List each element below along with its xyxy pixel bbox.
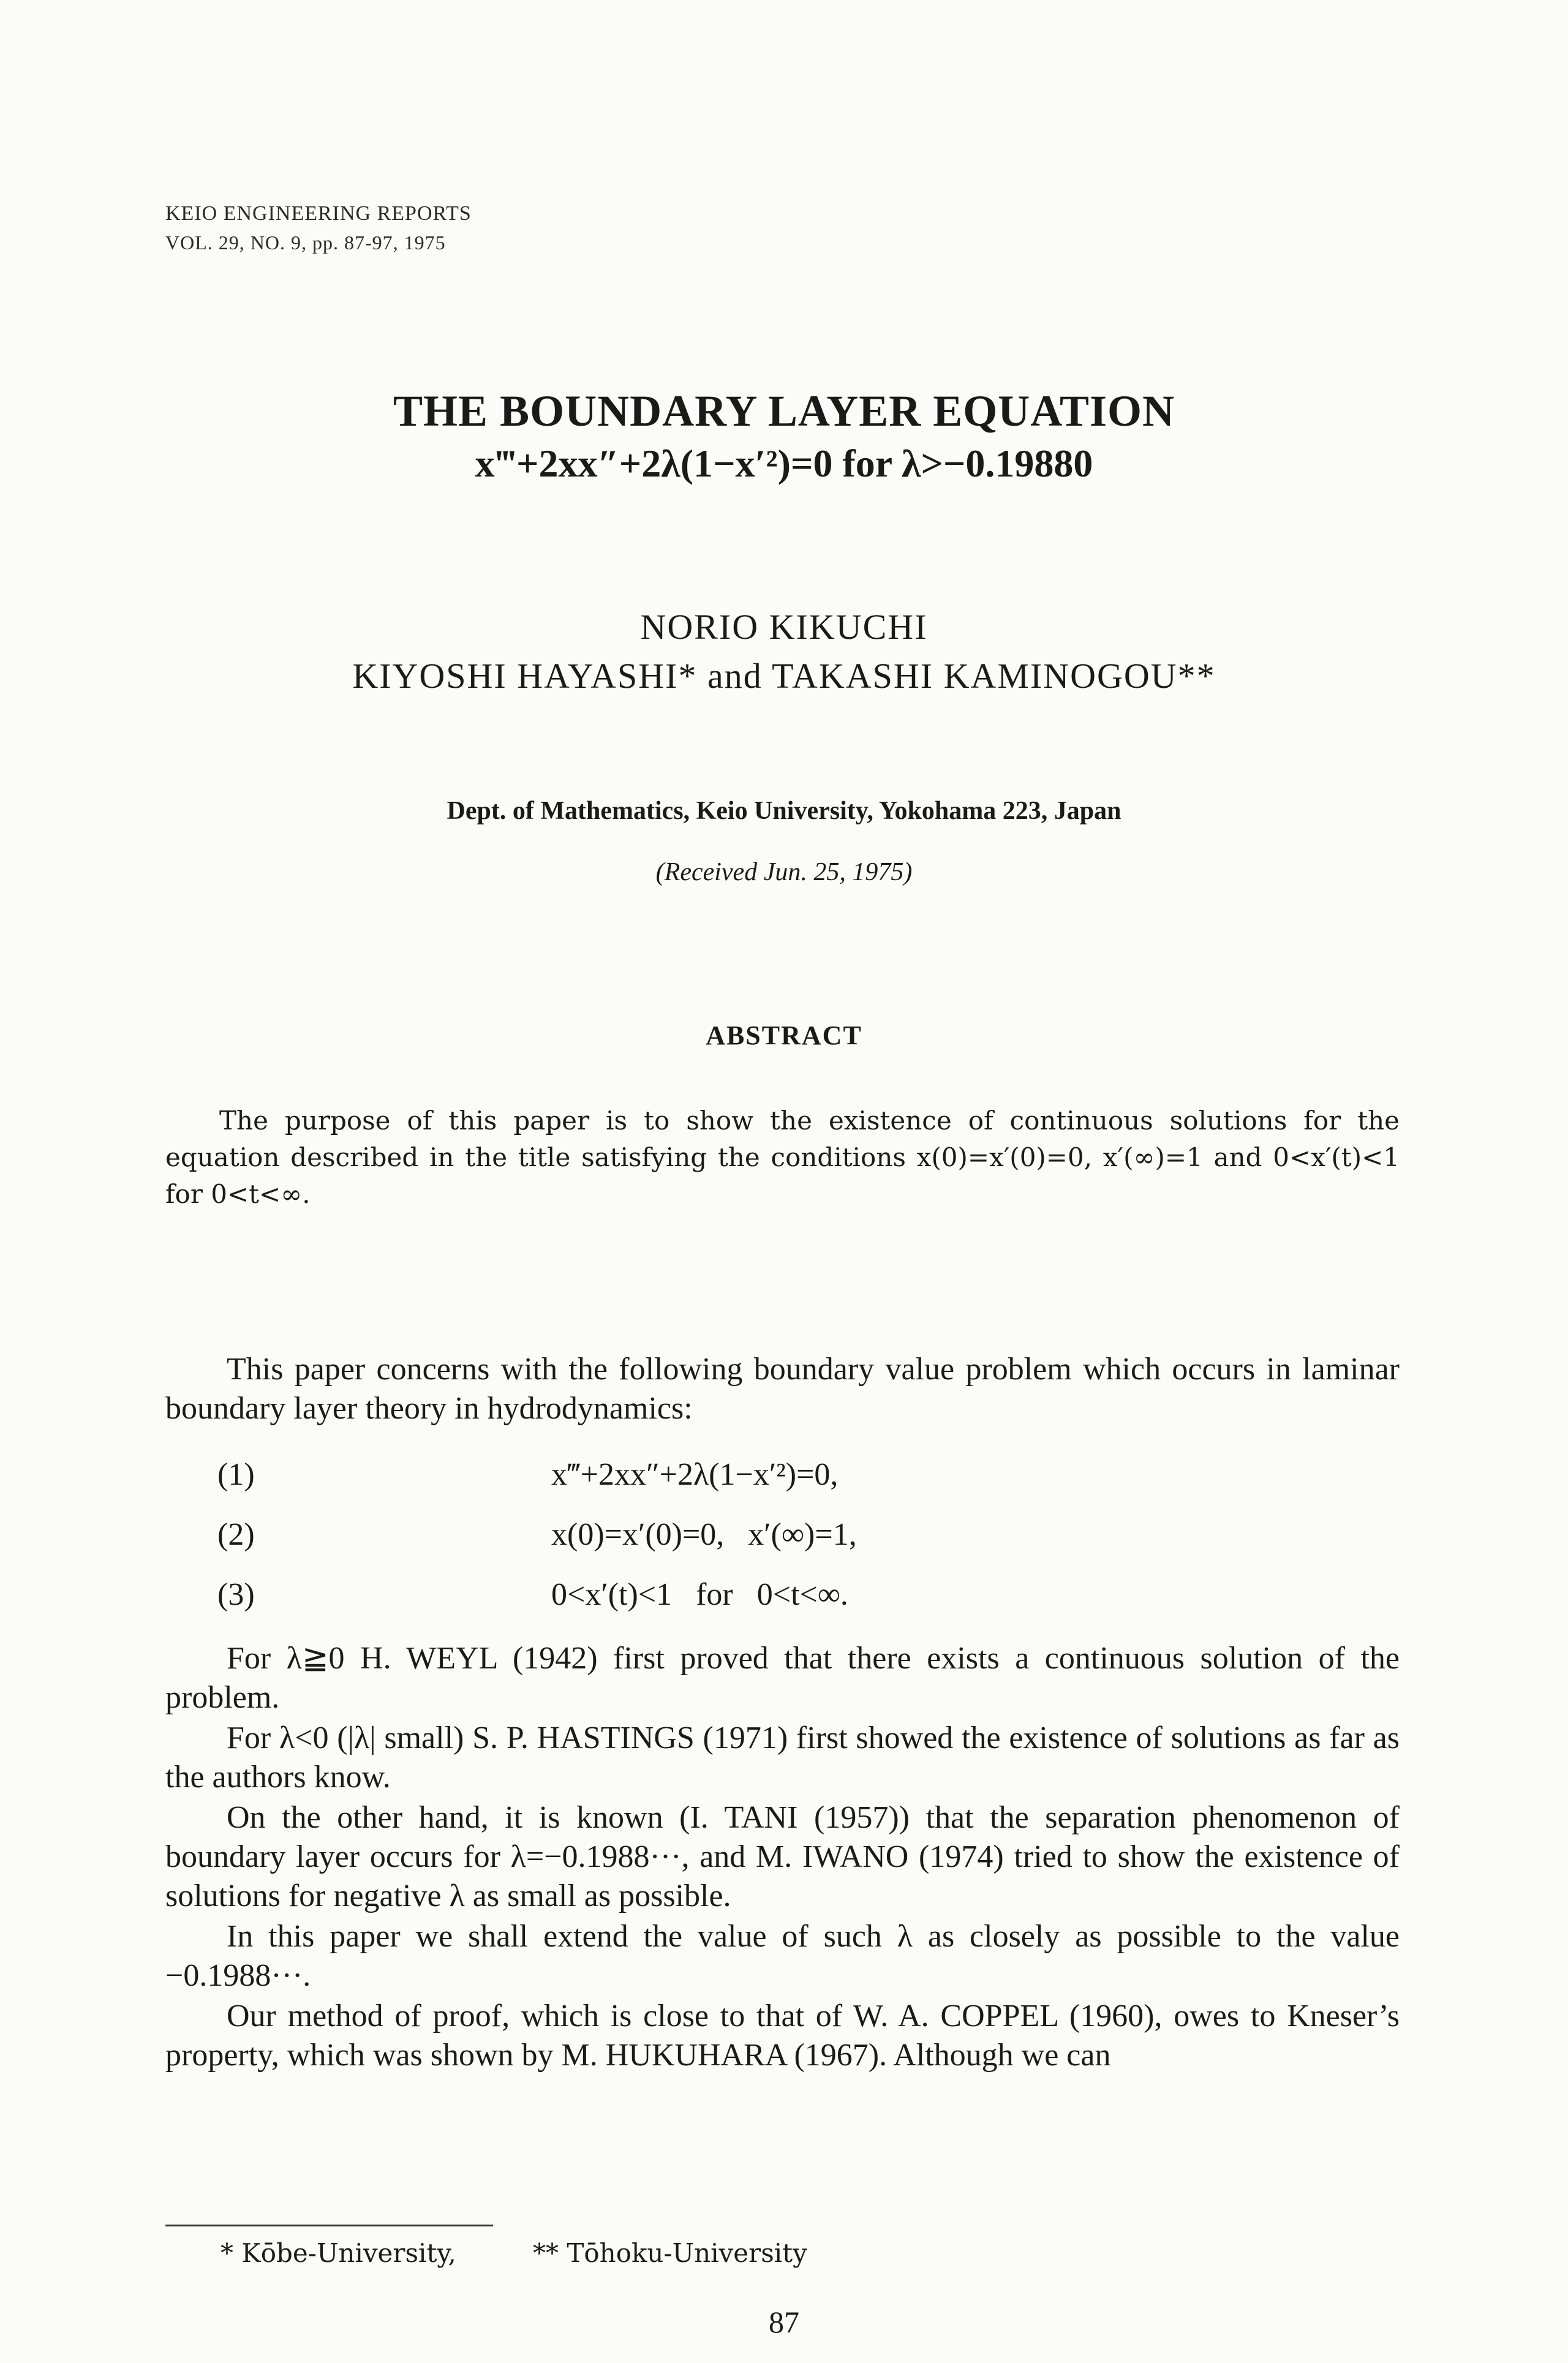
affiliation: Dept. of Mathematics, Keio University, Yokohama 223, Japan [447,797,1121,825]
equation-2: x(0)=x′(0)=0, x′(∞)=1, [551,1517,857,1552]
footnote-2: ** Tōhoku-University [533,2238,807,2268]
title-line-2: x‴+2xx″+2λ(1−x′²)=0 for λ>−0.19880 [475,442,1093,485]
equation-1-number: (1) [217,1457,255,1492]
abstract-heading: ABSTRACT [706,1020,862,1050]
paragraph-tani: On the other hand, it is known (I. TANI (1957)) that the separation phenomenon of boundary layer occurs for λ=−0.1988···, and M. IWANO (1974) tried to show the existence of solutions for negative λ as small as possible. [165,1800,1400,1913]
title-line-1: THE BOUNDARY LAYER EQUATION [393,386,1175,435]
journal-volume: VOL. 29, NO. 9, pp. 87-97, 1975 [165,232,446,254]
author-line-2: KIYOSHI HAYASHI* and TAKASHI KAMINOGOU** [352,656,1216,696]
equation-2-number: (2) [217,1517,255,1552]
equation-3: 0<x′(t)<1 for 0<t<∞. [551,1577,848,1612]
equation-3-number: (3) [217,1577,255,1612]
journal-name: KEIO ENGINEERING REPORTS [165,202,472,225]
paragraph-hastings: For λ<0 (|λ| small) S. P. HASTINGS (1971) first showed the existence of solutions as far as the authors know. [165,1720,1400,1795]
paragraph-method: Our method of proof, which is close to that of W. A. COPPEL (1960), owes to Kneser’s property, which was shown by M. HUKUHARA (1967). Although we can [165,1999,1400,2073]
equation-1: x‴+2xx″+2λ(1−x′²)=0, [551,1457,839,1492]
intro-paragraph: This paper concerns with the following boundary value problem which occurs in laminar boundary layer theory in hydrodynamics: [165,1352,1400,1426]
paragraph-extend: In this paper we shall extend the value of such λ as closely as possible to the value −0.1988···. [165,1919,1400,1993]
author-line-1: NORIO KIKUCHI [640,607,928,647]
abstract-text: The purpose of this paper is to show the existence of continuous solutions for the equation described in the title satisfying the conditions x(0)=x′(0)=0, x′(∞)=1 and 0<x′(t)<1 for 0<t<∞. [165,1106,1400,1209]
footnote-rule [165,2225,493,2226]
received-date: (Received Jun. 25, 1975) [655,858,913,886]
paragraph-weyl: For λ≧0 H. WEYL (1942) first proved that there exists a continuous solution of the problem. [165,1641,1400,1715]
page-number: 87 [769,2305,799,2339]
footnote-1: * Kōbe-University, [221,2238,456,2268]
